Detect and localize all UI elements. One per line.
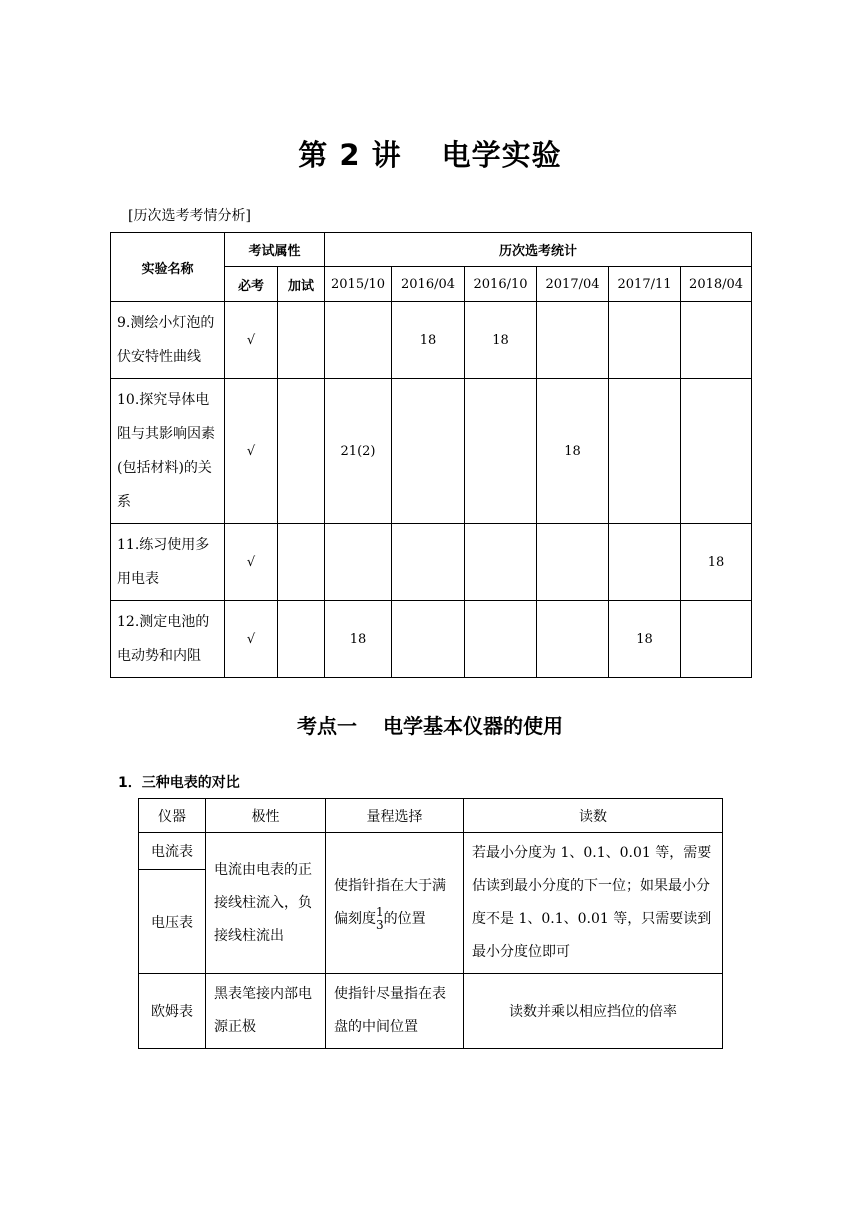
stat-cell <box>465 379 537 524</box>
stat-cell: 18 <box>465 302 537 379</box>
range-ohm: 使指针尽量指在表盘的中间位置 <box>326 974 464 1049</box>
stat-cell: 21(2) <box>325 379 392 524</box>
stat-cell <box>392 601 465 678</box>
header-date: 2016/10 <box>465 267 537 302</box>
table-row <box>139 974 723 1049</box>
required-mark: √ <box>225 302 278 379</box>
fraction-one-third <box>376 906 384 932</box>
stat-cell: 18 <box>681 524 752 601</box>
stat-cell <box>681 302 752 379</box>
lecture-number: 第 2 讲 <box>298 138 402 172</box>
extra-mark <box>278 302 325 379</box>
stat-cell <box>537 524 609 601</box>
stat-cell <box>325 524 392 601</box>
extra-mark <box>278 601 325 678</box>
table-row <box>111 379 752 524</box>
header-date: 2017/04 <box>537 267 609 302</box>
stat-cell <box>325 302 392 379</box>
stat-cell <box>537 302 609 379</box>
extra-mark <box>278 524 325 601</box>
polarity-ohm: 黑表笔接内部电源正极 <box>206 974 326 1049</box>
subsection-heading: 1．三种电表的对比 <box>118 775 240 791</box>
stat-cell <box>681 601 752 678</box>
extra-mark <box>278 379 325 524</box>
section-topic: 电学基本仪器的使用 <box>383 714 563 738</box>
experiment-name: 11.练习使用多用电表 <box>111 524 225 601</box>
fraction-denominator: 3 <box>376 918 384 932</box>
range-av-text: 使指针指在大于满偏刻度 <box>334 878 446 927</box>
fraction-numerator: 1 <box>376 905 384 919</box>
experiment-name: 12.测定电池的电动势和内阻 <box>111 601 225 678</box>
table-row <box>139 833 723 870</box>
stat-cell: 18 <box>325 601 392 678</box>
reading-ohm: 读数并乘以相应挡位的倍率 <box>464 974 723 1049</box>
header-reading: 读数 <box>464 799 723 833</box>
required-mark: √ <box>225 379 278 524</box>
header-date: 2015/10 <box>325 267 392 302</box>
lecture-topic: 电学实验 <box>441 138 562 172</box>
table-row <box>111 302 752 379</box>
header-range-selection: 量程选择 <box>326 799 464 833</box>
range-av <box>326 833 464 974</box>
stat-cell <box>392 524 465 601</box>
stat-cell <box>681 379 752 524</box>
header-exam-attribute: 考试属性 <box>225 233 325 267</box>
section-title <box>0 710 860 739</box>
stat-cell <box>392 379 465 524</box>
experiment-name: 9.测绘小灯泡的伏安特性曲线 <box>111 302 225 379</box>
stat-cell: 18 <box>609 601 681 678</box>
stat-cell: 18 <box>392 302 465 379</box>
stat-cell <box>609 302 681 379</box>
page-title <box>0 133 860 174</box>
header-date: 2018/04 <box>681 267 752 302</box>
stat-cell <box>537 601 609 678</box>
required-mark: √ <box>225 601 278 678</box>
ammeter-label: 电流表 <box>139 833 206 870</box>
stat-cell <box>609 524 681 601</box>
section-number: 考点一 <box>297 714 357 738</box>
ohmmeter-label: 欧姆表 <box>139 974 206 1049</box>
header-date: 2017/11 <box>609 267 681 302</box>
header-instrument: 仪器 <box>139 799 206 833</box>
stat-cell: 18 <box>537 379 609 524</box>
stat-cell <box>465 601 537 678</box>
header-date: 2016/04 <box>392 267 465 302</box>
header-exam-statistics: 历次选考统计 <box>325 233 752 267</box>
stat-cell <box>609 379 681 524</box>
header-polarity: 极性 <box>206 799 326 833</box>
experiment-name: 10.探究导体电阻与其影响因素(包括材料)的关系 <box>111 379 225 524</box>
header-required: 必考 <box>225 267 278 302</box>
header-extra: 加试 <box>278 267 325 302</box>
voltmeter-label: 电压表 <box>139 870 206 974</box>
table-row <box>111 601 752 678</box>
polarity-av: 电流由电表的正接线柱流入，负接线柱流出 <box>206 833 326 974</box>
required-mark: √ <box>225 524 278 601</box>
stat-cell <box>465 524 537 601</box>
exam-analysis-table <box>110 232 752 678</box>
analysis-label: [历次选考考情分析] <box>128 208 251 224</box>
range-av-text-end: 的位置 <box>383 911 426 927</box>
meter-comparison-table <box>138 798 723 1049</box>
header-experiment-name: 实验名称 <box>111 233 225 302</box>
reading-av: 若最小分度为 1、0.1、0.01 等，需要估读到最小分度的下一位；如果最小分度不是 1、0.1、0.01 等，只需要读到最小分度位即可 <box>464 833 723 974</box>
table-row <box>111 524 752 601</box>
